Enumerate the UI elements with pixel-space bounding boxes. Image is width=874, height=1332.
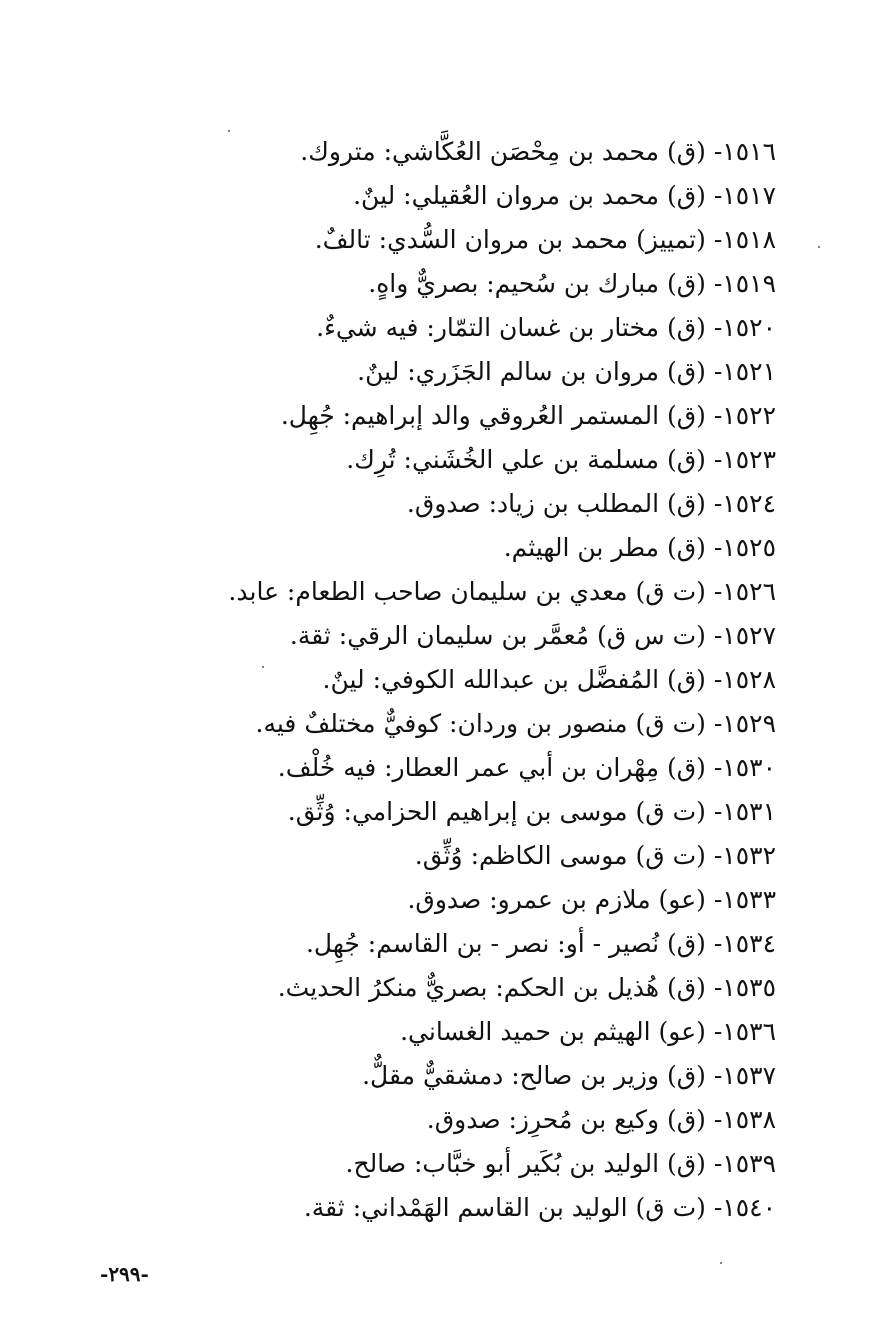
narrator-entry: ١٥٣٤- (ق) نُصير - أو: نصر - بن القاسم: جُهِل. bbox=[305, 929, 776, 958]
narrator-entry-list bbox=[76, 130, 776, 1230]
narrator-entry: ١٥٣٧- (ق) وزير بن صالح: دمشقيٌّ مقلٌّ. bbox=[362, 1061, 776, 1090]
narrator-entry: ١٥٣٩- (ق) الوليد بن بُكَير أبو خبَّاب: صالح. bbox=[345, 1149, 776, 1178]
scan-speck bbox=[818, 246, 820, 248]
narrator-entry: ١٥٣٦- (عو) الهيثم بن حميد الغساني. bbox=[400, 1017, 776, 1046]
page-number: -٢٩٩- bbox=[100, 1262, 149, 1286]
narrator-entry: ١٥١٩- (ق) مبارك بن سُحيم: بصريٌّ واهٍ. bbox=[368, 269, 776, 298]
narrator-entry: ١٥٣٠- (ق) مِهْران بن أبي عمر العطار: فيه خُلْف. bbox=[277, 753, 776, 782]
narrator-entry: ١٥٢٧- (ت س ق) مُعمَّر بن سليمان الرقي: ثقة. bbox=[289, 621, 776, 650]
narrator-entry: ١٥٣٨- (ق) وكيع بن مُحرِز: صدوق. bbox=[426, 1105, 776, 1134]
narrator-entry: ١٥٢٣- (ق) مسلمة بن علي الخُشَني: تُرِك. bbox=[346, 445, 776, 474]
scan-speck bbox=[720, 1262, 722, 1264]
narrator-entry: ١٥٢٥- (ق) مطر بن الهيثم. bbox=[503, 533, 776, 562]
narrator-entry: ١٥٣٢- (ت ق) موسى الكاظم: وُثِّق. bbox=[414, 841, 776, 870]
narrator-entry: ١٥٢٤- (ق) المطلب بن زياد: صدوق. bbox=[406, 489, 776, 518]
narrator-entry: ١٥١٦- (ق) محمد بن مِحْصَن العُكَّاشي: متروك. bbox=[300, 137, 776, 166]
narrator-entry: ١٥٢٦- (ت ق) معدي بن سليمان صاحب الطعام: عابد. bbox=[228, 577, 776, 606]
narrator-entry: ١٥٢٠- (ق) مختار بن غسان التمّار: فيه شيءٌ. bbox=[316, 313, 776, 342]
narrator-entry: ١٥٢٨- (ق) المُفضَّل بن عبدالله الكوفي: لينٌ. bbox=[322, 665, 776, 694]
narrator-entry: ١٥٢٢- (ق) المستمر العُروقي والد إبراهيم: جُهِل. bbox=[280, 401, 776, 430]
scan-speck bbox=[262, 666, 264, 668]
scan-speck bbox=[228, 130, 230, 132]
narrator-entry: ١٥٣٣- (عو) ملازم بن عمرو: صدوق. bbox=[407, 885, 776, 914]
narrator-entry: ١٥٢١- (ق) مروان بن سالم الجَزَري: لينٌ. bbox=[357, 357, 776, 386]
narrator-entry: ١٥١٧- (ق) محمد بن مروان العُقيلي: لينٌ. bbox=[353, 181, 776, 210]
narrator-entry: ١٥٣٥- (ق) هُذيل بن الحكم: بصريٌّ منكرُ الحديث. bbox=[277, 973, 776, 1002]
narrator-entry: ١٥١٨- (تمييز) محمد بن مروان السُّدي: تالفٌ. bbox=[314, 225, 776, 254]
narrator-entry: ١٥٢٩- (ت ق) منصور بن وردان: كوفيٌّ مختلفٌ فيه. bbox=[255, 709, 776, 738]
narrator-entry: ١٥٤٠- (ت ق) الوليد بن القاسم الهَمْداني: ثقة. bbox=[303, 1193, 776, 1222]
narrator-entry: ١٥٣١- (ت ق) موسى بن إبراهيم الحزامي: وُثِّق. bbox=[287, 797, 776, 826]
